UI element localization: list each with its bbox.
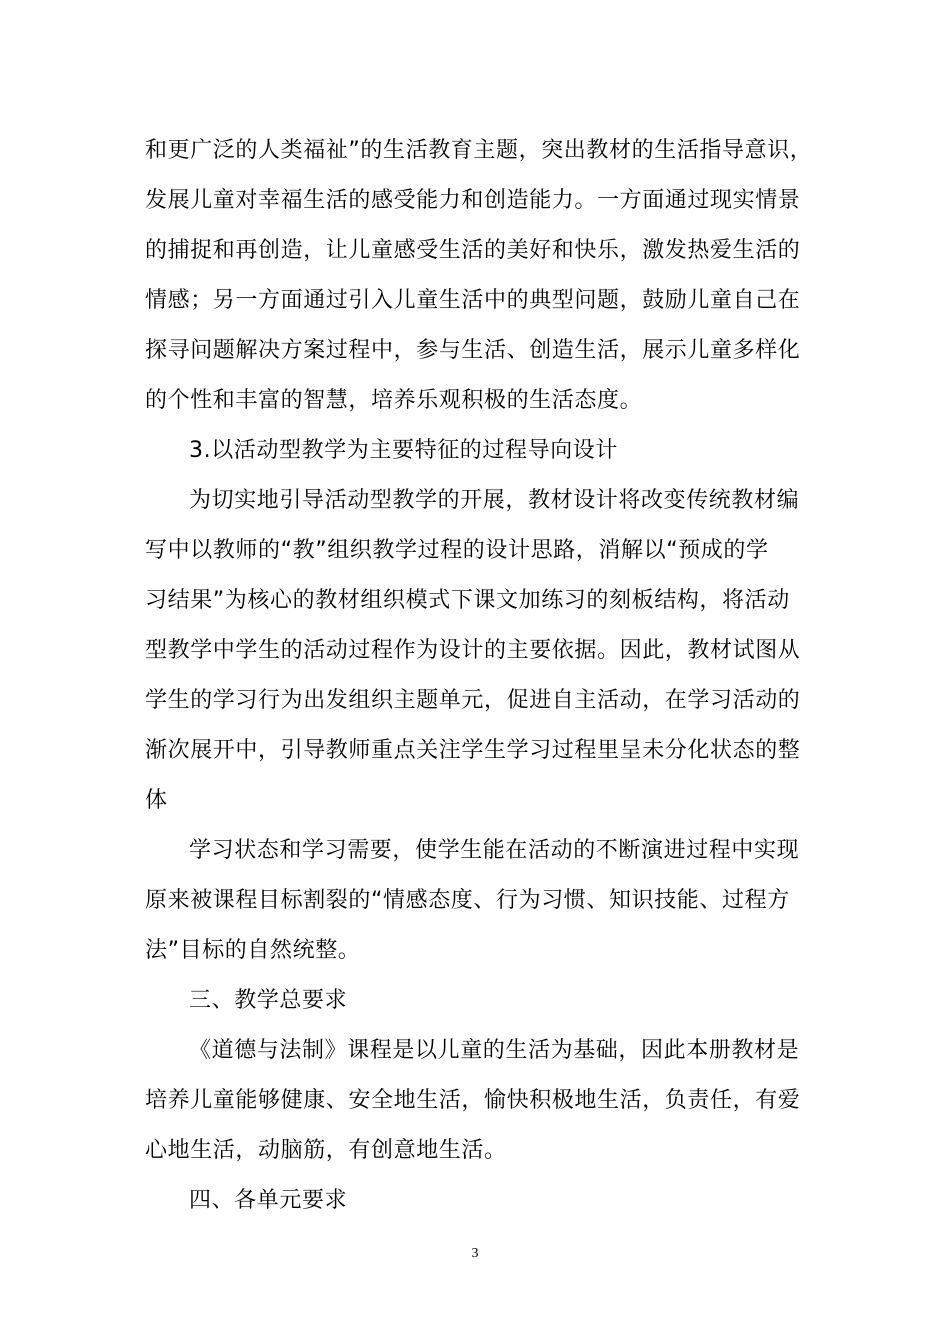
paragraph-2-line-7: 体 [145, 788, 168, 813]
paragraph-1-line-5: 探寻问题解决方案过程中，参与生活、创造生活，展示儿童多样化 [145, 338, 801, 363]
paragraph-4-line-1: 《道德与法制》课程是以儿童的生活为基础，因此本册教材是 [189, 1038, 800, 1063]
paragraph-2-line-4: 型教学中学生的活动过程作为设计的主要依据。因此，教材试图从 [145, 638, 801, 663]
paragraph-2-line-5: 学生的学习行为出发组织主题单元，促进自主活动，在学习活动的 [145, 688, 801, 713]
paragraph-1-line-4: 情感；另一方面通过引入儿童生活中的典型问题，鼓励儿童自己在 [145, 288, 801, 313]
paragraph-2-line-6: 渐次展开中，引导教师重点关注学生学习过程里呈未分化状态的整 [145, 738, 801, 763]
page-number: 3 [471, 1246, 479, 1261]
paragraph-3-line-1: 学习状态和学习需要，使学生能在活动的不断演进过程中实现 [189, 838, 800, 863]
section-heading-four: 四、各单元要求 [189, 1188, 348, 1213]
paragraph-1-line-2: 发展儿童对幸福生活的感受能力和创造能力。一方面通过现实情景 [145, 188, 801, 213]
paragraph-2-line-3: 习结果”为核心的教材组织模式下课文加练习的刻板结构，将活动 [145, 588, 790, 613]
paragraph-1-line-3: 的捕捉和再创造，让儿童感受生活的美好和快乐，激发热爱生活的 [145, 238, 801, 263]
paragraph-1-line-1: 和更广泛的人类福祉”的生活教育主题，突出教材的生活指导意识， [145, 138, 813, 163]
section-heading-three: 三、教学总要求 [189, 988, 348, 1013]
paragraph-3-line-3: 法”目标的自然统整。 [145, 938, 361, 963]
paragraph-4-line-3: 心地生活，动脑筋，有创意地生活。 [145, 1138, 507, 1163]
section-heading-3: 3.以活动型教学为主要特征的过程导向设计 [189, 438, 618, 463]
paragraph-1-line-6: 的个性和丰富的智慧，培养乐观积极的生活态度。 [145, 388, 643, 413]
paragraph-2-line-2: 写中以教师的“教”组织教学过程的设计思路，消解以“预成的学 [145, 538, 769, 563]
paragraph-4-line-2: 培养儿童能够健康、安全地生活，愉快积极地生活，负责任，有爱 [145, 1088, 801, 1113]
paragraph-2-line-1: 为切实地引导活动型教学的开展，教材设计将改变传统教材编 [189, 488, 800, 513]
paragraph-3-line-2: 原来被课程目标割裂的“情感态度、行为习惯、知识技能、过程方 [145, 888, 790, 913]
